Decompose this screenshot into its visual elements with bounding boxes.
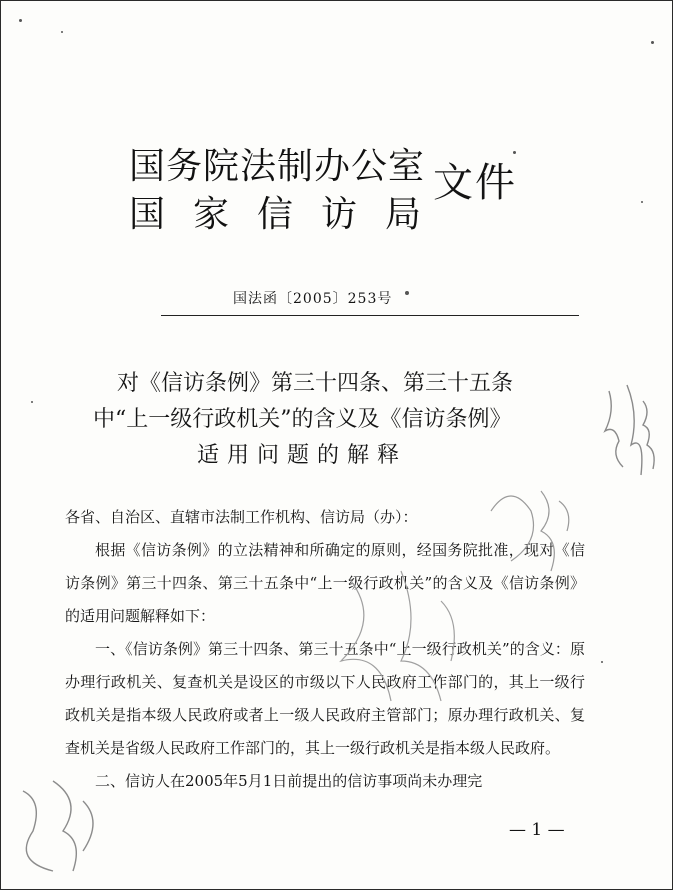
scan-speck	[641, 201, 643, 203]
document-type: 文件	[433, 160, 517, 206]
document-body	[65, 501, 585, 798]
paragraph-1: 根据《信访条例》的立法精神和所确定的原则，经国务院批准，现对《信访条例》第三十四条、第三十五条中“上一级行政机关”的含义及《信访条例》的适用问题解释如下：	[65, 541, 585, 625]
addressee: 各省、自治区、直辖市法制工作机构、信访局（办）：	[65, 508, 418, 526]
title-line-2: 中“上一级行政机关”的含义及《信访条例》	[93, 407, 512, 432]
scan-speck	[651, 41, 654, 44]
title-line-3: 适用问题的解释	[197, 443, 408, 468]
document-number: 国法函〔2005〕253号	[233, 291, 393, 307]
issuing-org-1: 国务院法制办公室	[129, 146, 426, 187]
title-line-1: 对《信访条例》第三十四条、第三十五条	[117, 371, 514, 396]
paragraph-2: 一、《信访条例》第三十四条、第三十五条中“上一级行政机关”的含义：原办理行政机关、复查机关是设区的市级以下人民政府工作部门的，其上一级行政机关是指本级人民政府或者上一级人民政府主管部门；原办理行政机关、复查机关是省级人民政府工作部门的，其上一级行政机关是指本级人民政府。	[65, 640, 585, 757]
header-divider	[161, 315, 579, 316]
scan-speck	[61, 31, 63, 33]
scan-speck	[405, 291, 409, 295]
scan-speck	[19, 19, 22, 22]
issuing-org-2: 国家信访局	[129, 194, 450, 235]
scan-speck	[31, 401, 33, 403]
scan-speck	[601, 661, 603, 663]
scan-speck	[513, 151, 516, 154]
page-number: — 1 —	[509, 820, 565, 840]
handwritten-mark-icon	[591, 371, 671, 491]
paragraph-3: 二、信访人在2005年5月1日前提出的信访事项尚未办理完	[95, 772, 483, 790]
